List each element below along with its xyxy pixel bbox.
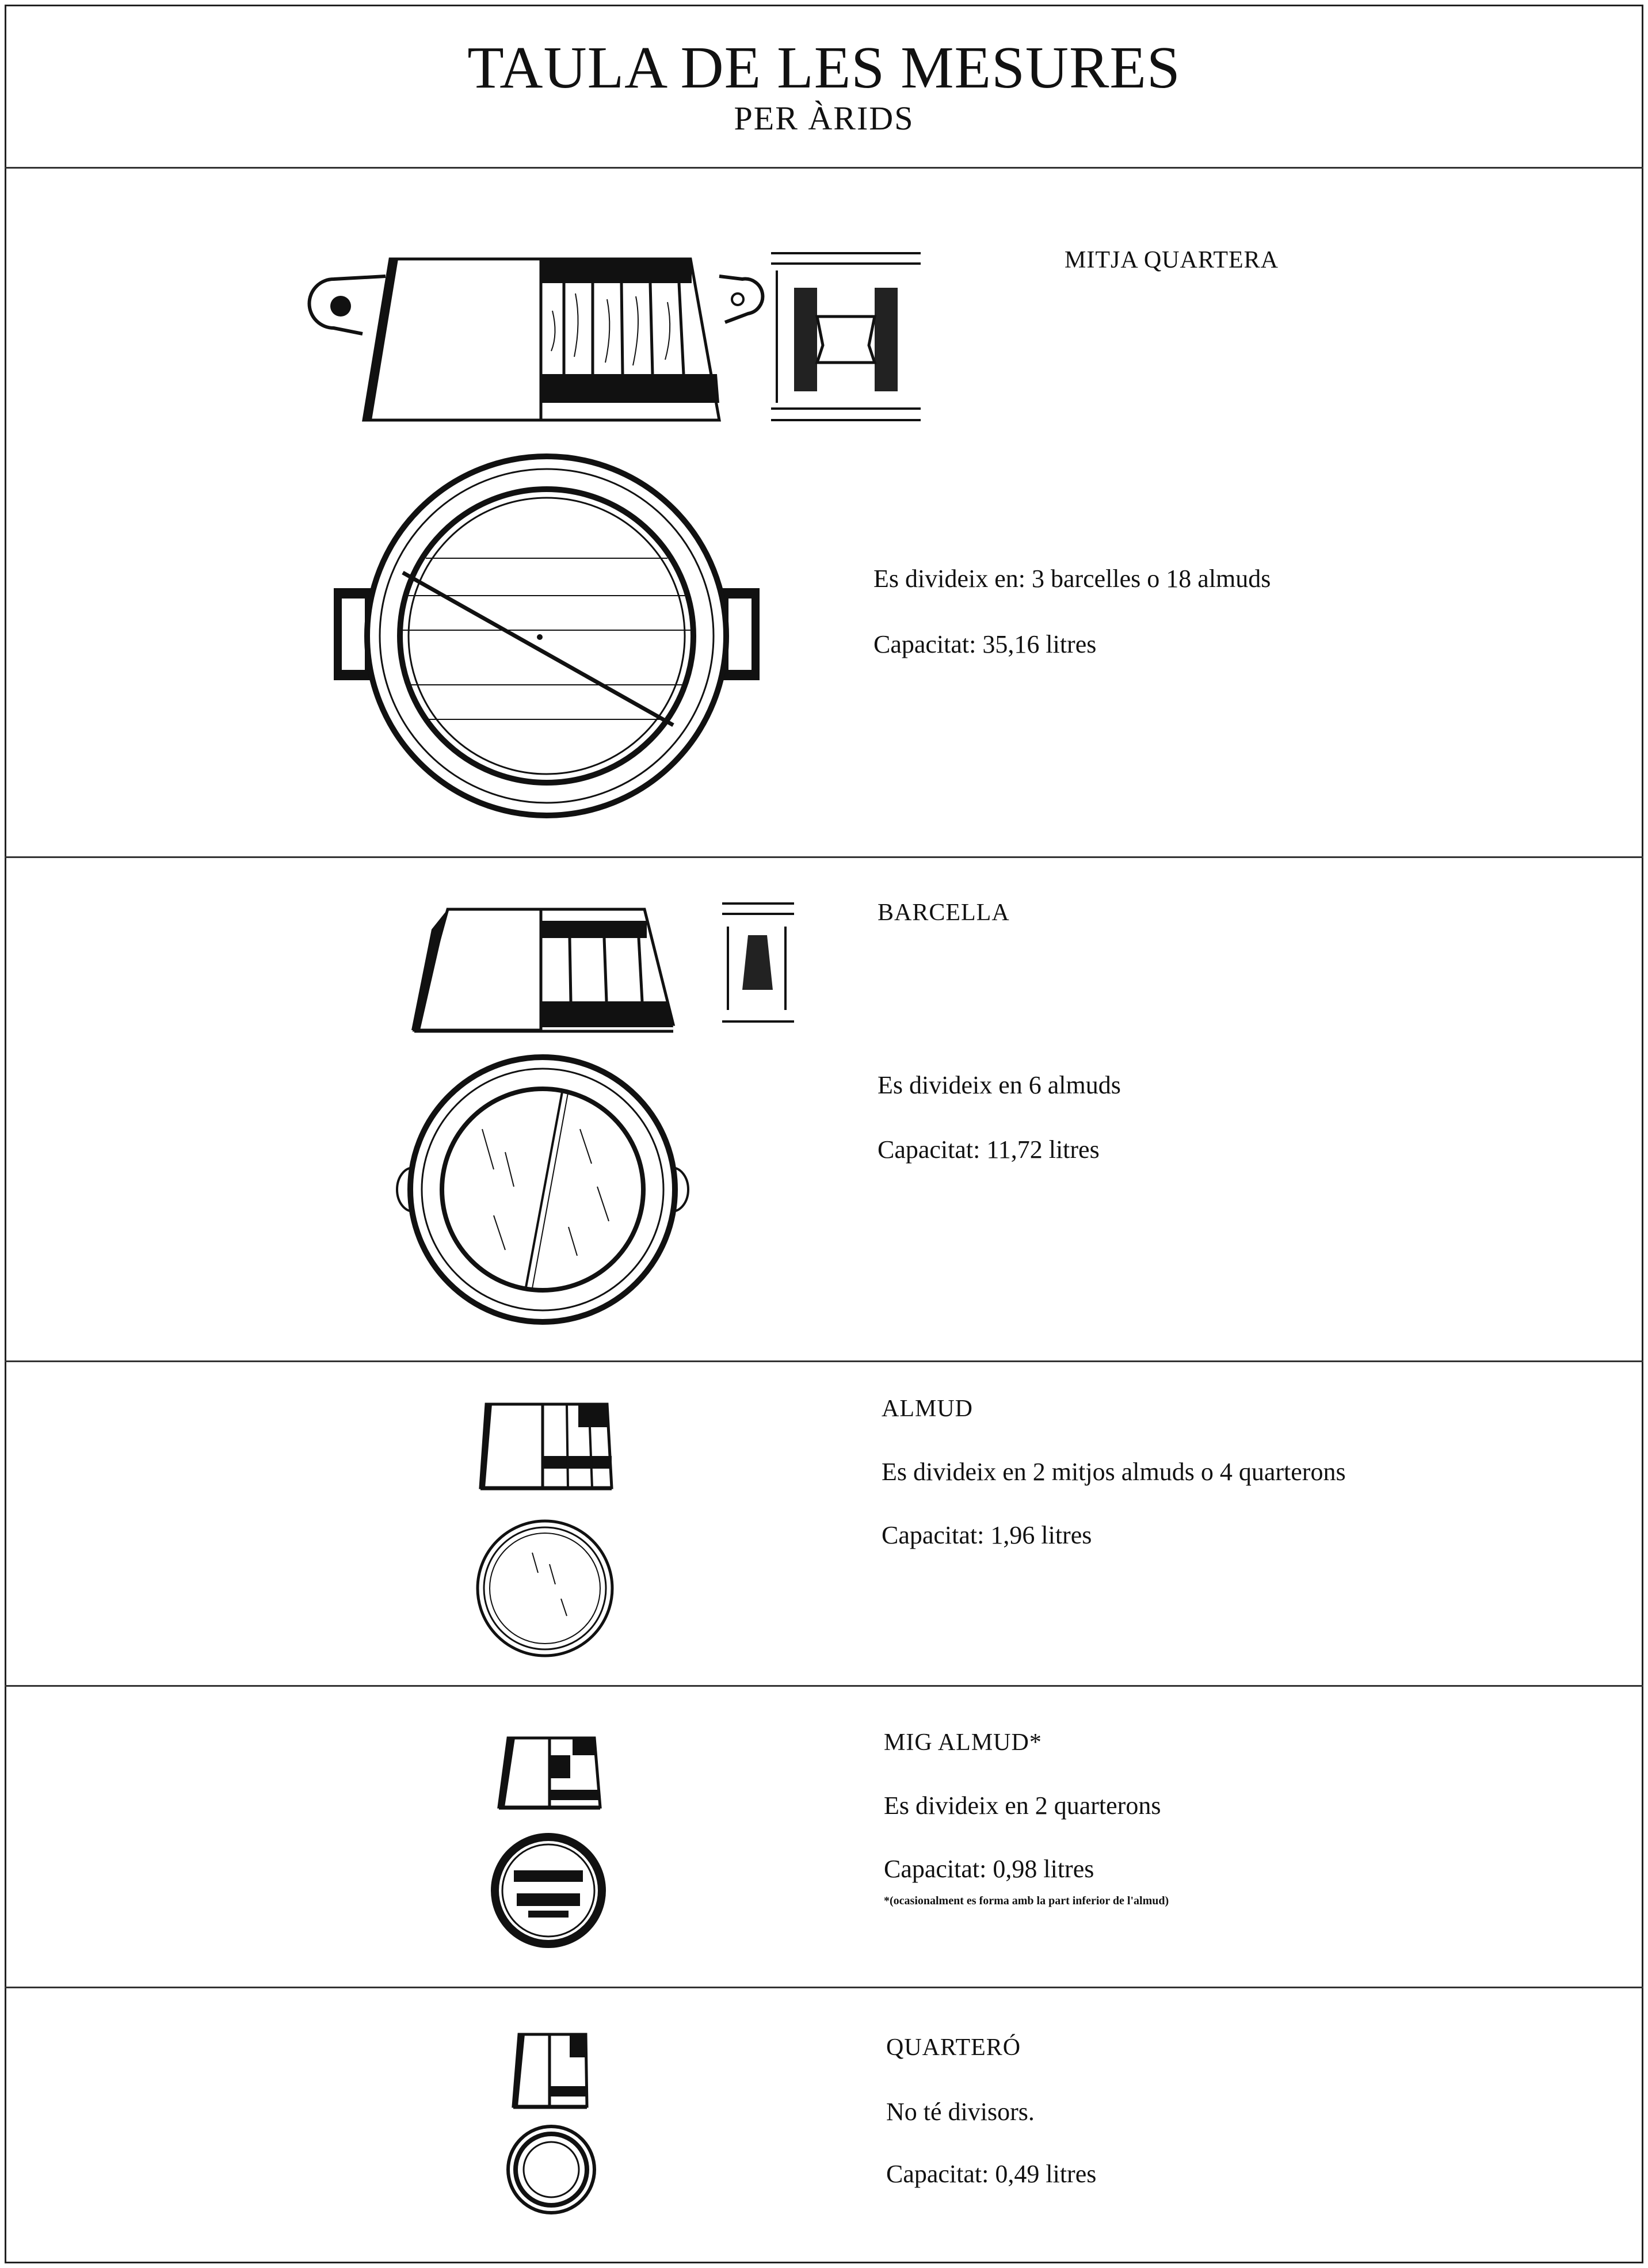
barcella-division: Es divideix en 6 almuds: [878, 1071, 1121, 1099]
barcella-top-illustration: [396, 1054, 689, 1325]
divider-4: [5, 1987, 1643, 1988]
divider-2: [5, 1360, 1643, 1362]
quartero-side-illustration: [506, 2029, 593, 2115]
mitja-quartera-division: Es divideix en: 3 barcelles o 18 almuds: [873, 565, 1271, 593]
almud-side-illustration: [475, 1398, 616, 1493]
quartero-division: No té divisors.: [886, 2098, 1035, 2126]
mig-almud-footnote: *(ocasionalment es forma amb la part inferior de l'almud): [884, 1895, 1169, 1907]
mig-almud-side-illustration: [492, 1732, 607, 1813]
mitja-quartera-handle-detail: [771, 247, 926, 426]
mig-almud-name: MIG ALMUD*: [884, 1729, 1042, 1756]
mig-almud-division: Es divideix en 2 quarterons: [884, 1791, 1161, 1820]
mitja-quartera-side-illustration: [322, 253, 760, 432]
barcella-handle-detail: [722, 898, 797, 1030]
barcella-capacity: Capacitat: 11,72 litres: [878, 1135, 1100, 1164]
divider-header: [5, 167, 1643, 169]
mig-almud-capacity: Capacitat: 0,98 litres: [884, 1855, 1094, 1883]
mitja-quartera-name: MITJA QUARTERA: [1065, 247, 1279, 273]
almud-top-illustration: [475, 1518, 616, 1659]
page-title: TAULA DE LES MESURES: [467, 35, 1181, 101]
divider-3: [5, 1685, 1643, 1687]
mitja-quartera-capacity: Capacitat: 35,16 litres: [873, 630, 1097, 658]
page-subtitle: PER ÀRIDS: [734, 100, 914, 137]
barcella-side-illustration: [403, 904, 685, 1036]
almud-capacity: Capacitat: 1,96 litres: [882, 1521, 1092, 1549]
almud-division: Es divideix en 2 mitjos almuds o 4 quarterons: [882, 1458, 1346, 1486]
mitja-quartera-top-illustration: [328, 455, 765, 834]
quartero-name: QUARTERÓ: [886, 2034, 1021, 2061]
quartero-capacity: Capacitat: 0,49 litres: [886, 2160, 1097, 2188]
divider-1: [5, 856, 1643, 858]
mig-almud-top-illustration: [488, 1830, 609, 1951]
quartero-top-illustration: [505, 2124, 597, 2216]
almud-name: ALMUD: [882, 1396, 973, 1422]
barcella-name: BARCELLA: [878, 899, 1010, 926]
